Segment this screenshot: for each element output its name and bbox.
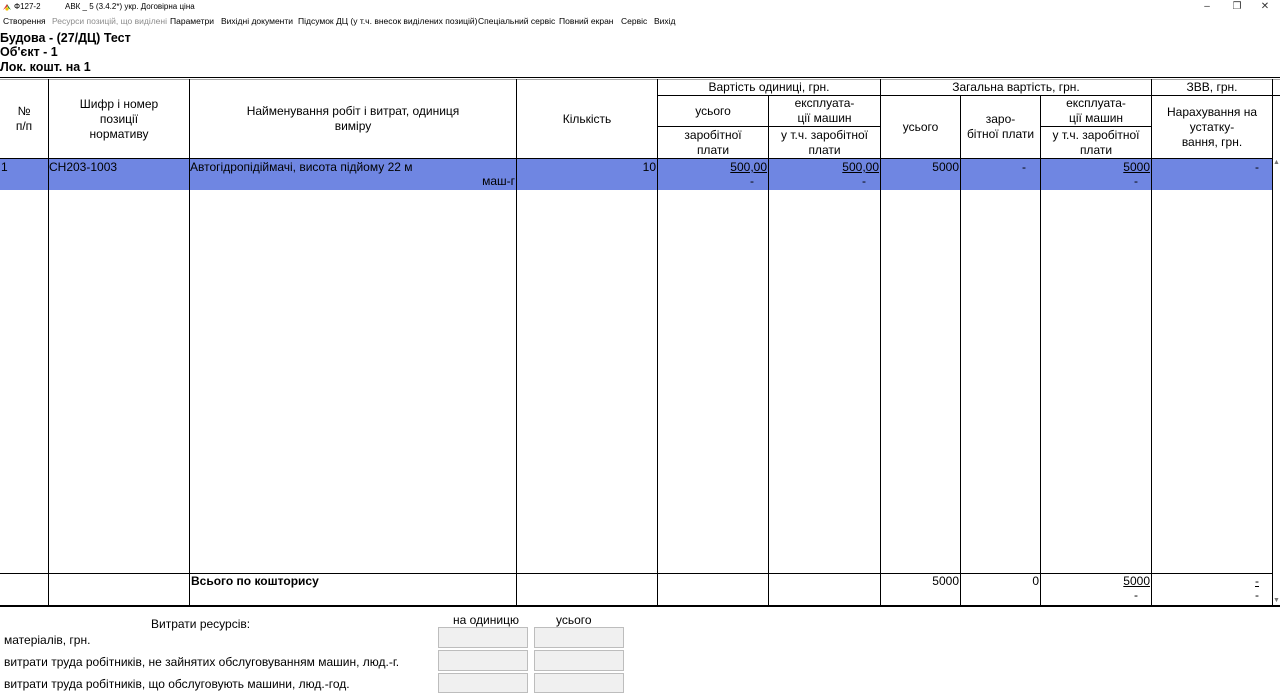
- resources-machine-labor-label: витрати труда робітників, що обслуговують машини, люд.-год.: [4, 677, 350, 691]
- totals-total-machines: 5000: [1123, 574, 1150, 588]
- row-total-machines: 5000: [1123, 160, 1150, 174]
- header-unit-cost-group: Вартість одиниці, грн.: [708, 80, 830, 94]
- estimate-label: Лок. кошт. на 1: [0, 60, 91, 74]
- scroll-up-arrow[interactable]: ▲: [1273, 159, 1280, 166]
- labor-per-unit-field[interactable]: [438, 650, 528, 671]
- resources-labor-label: витрати труда робітників, не зайнятих обслуговуванням машин, люд.-г.: [4, 655, 400, 669]
- form-id: Ф127-2: [14, 2, 41, 11]
- row-zvv: -: [1255, 160, 1259, 174]
- title-bar: [0, 0, 1280, 14]
- header-num: № п/п: [15, 104, 33, 133]
- menu-parameters[interactable]: Параметри: [170, 16, 214, 26]
- header-zvv-accrual: Нарахування на устатку- вання, грн.: [1167, 104, 1257, 149]
- header-quantity: Кількість: [562, 111, 612, 126]
- restore-button[interactable]: ❐: [1232, 1, 1242, 12]
- window-title: АВК _ 5 (3.4.2*) укр. Договірна ціна: [65, 2, 195, 11]
- row-total-wages: -: [1022, 160, 1026, 174]
- header-total-machines-wages: у т.ч. заробітної плати: [1052, 127, 1140, 157]
- row-unit: маш-г: [482, 174, 515, 188]
- header-code: Шифр і номер позиції нормативу: [79, 96, 159, 141]
- menu-special-service[interactable]: Спеціальний сервіс: [478, 16, 556, 26]
- resources-materials-label: матеріалів, грн.: [4, 633, 91, 647]
- menu-bar: [0, 14, 1280, 29]
- menu-selected-resources[interactable]: Ресурси позицій, що виділені: [52, 16, 167, 26]
- header-unit-wages: заробітної плати: [684, 127, 742, 157]
- totals-label: Всього по кошторису: [191, 574, 319, 588]
- materials-per-unit-field[interactable]: [438, 627, 528, 648]
- menu-fullscreen[interactable]: Повний екран: [559, 16, 614, 26]
- materials-total-field[interactable]: [534, 627, 624, 648]
- row-num: 1: [1, 160, 8, 174]
- header-total-machines: експлуата- ції машин: [1066, 96, 1126, 125]
- row-quantity: 10: [642, 160, 656, 174]
- row-code: СН203-1003: [49, 160, 118, 174]
- menu-output-documents[interactable]: Вихідні документи: [221, 16, 294, 26]
- resources-title: Витрати ресурсів:: [151, 617, 251, 631]
- totals-total-total: 5000: [932, 574, 959, 588]
- header-unit-machines-wages: у т.ч. заробітної плати: [781, 127, 868, 157]
- totals-zvv-bottom: -: [1255, 588, 1259, 602]
- machine-labor-per-unit-field[interactable]: [438, 673, 528, 693]
- machine-labor-total-field[interactable]: [534, 673, 624, 693]
- menu-exit[interactable]: Вихід: [654, 16, 676, 26]
- row-unit-wages: -: [750, 174, 754, 188]
- row-total-total: 5000: [932, 160, 959, 174]
- resources-col-total: усього: [556, 613, 592, 627]
- object-label: Об'єкт - 1: [0, 45, 58, 59]
- header-total-total: усього: [902, 119, 939, 134]
- row-name: Автогідропідіймачі, висота підйому 22 м: [190, 160, 413, 174]
- totals-total-machines-wages: -: [1134, 588, 1138, 602]
- app-icon: [2, 2, 12, 12]
- resources-col-per-unit: на одиницю: [453, 613, 519, 627]
- header-zvv-group: ЗВВ, грн.: [1186, 80, 1238, 94]
- minimize-button[interactable]: –: [1204, 1, 1210, 12]
- row-unit-total: 500,00: [730, 160, 767, 174]
- header-name: Найменування робіт і витрат, одиниця виміру: [246, 104, 460, 133]
- totals-total-wages: 0: [1032, 574, 1039, 588]
- close-button[interactable]: ✕: [1260, 1, 1270, 12]
- menu-create[interactable]: Створення: [3, 16, 46, 26]
- menu-service[interactable]: Сервіс: [621, 16, 648, 26]
- row-unit-machines: 500,00: [842, 160, 879, 174]
- header-total-wages: заро- бітної плати: [966, 112, 1035, 141]
- row-total-machines-wages: -: [1134, 174, 1138, 188]
- estimate-table: [0, 77, 1280, 608]
- menu-summary[interactable]: Підсумок ДЦ (у т.ч. внесок виділених позицій): [298, 16, 478, 26]
- totals-zvv-top: -: [1255, 574, 1259, 588]
- scroll-down-arrow[interactable]: ▼: [1273, 597, 1280, 604]
- labor-total-field[interactable]: [534, 650, 624, 671]
- building-label: Будова - (27/ДЦ) Тест: [0, 31, 131, 45]
- header-unit-total: усього: [695, 103, 731, 118]
- header-unit-machines: експлуата- ції машин: [794, 96, 855, 125]
- header-total-cost-group: Загальна вартість, грн.: [952, 80, 1080, 94]
- row-unit-machines-wages: -: [862, 174, 866, 188]
